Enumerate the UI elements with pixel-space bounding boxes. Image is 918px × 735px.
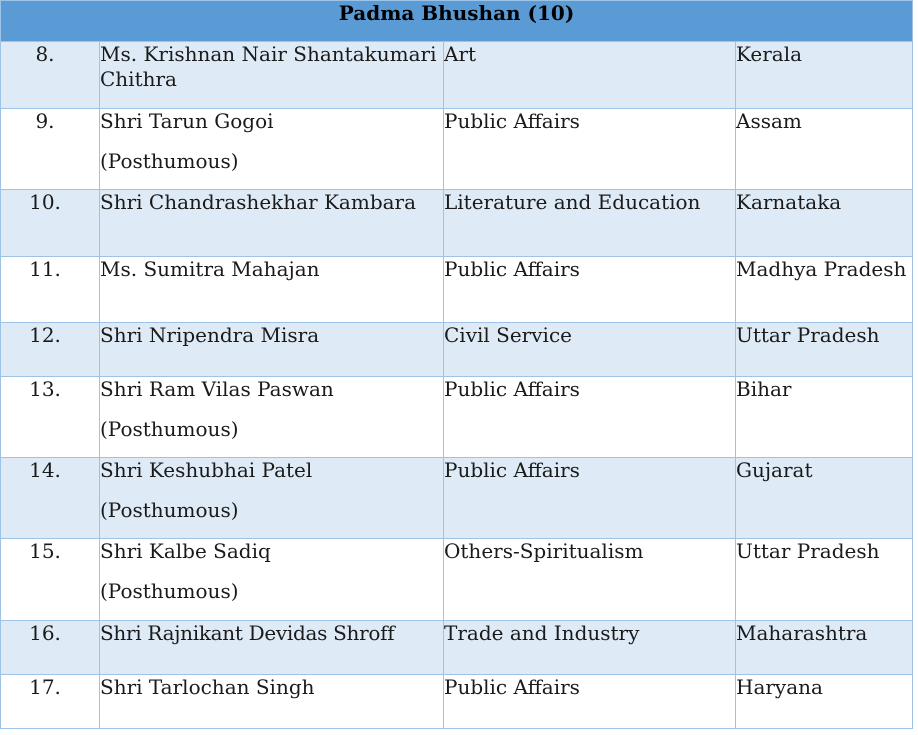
serial-number-cell: 15.: [1, 539, 100, 621]
table-title: Padma Bhushan (10): [1, 1, 913, 42]
name-cell: Ms. Krishnan Nair Shantakumari Chithra: [100, 42, 444, 109]
state-cell: Kerala: [736, 42, 913, 109]
table-row: [1, 109, 913, 190]
serial-number-cell: 14.: [1, 458, 100, 539]
name-cell: Ms. Sumitra Mahajan: [100, 257, 444, 323]
table-row: [1, 257, 913, 323]
serial-number-cell: 16.: [1, 621, 100, 675]
table-row: [1, 190, 913, 257]
name-cell: Shri Tarun Gogoi (Posthumous): [100, 109, 444, 190]
field-cell: Public Affairs: [444, 675, 736, 729]
table-header-row: [1, 1, 913, 42]
serial-number-cell: 10.: [1, 190, 100, 257]
table-row: [1, 621, 913, 675]
field-cell: Literature and Education: [444, 190, 736, 257]
field-cell: Trade and Industry: [444, 621, 736, 675]
name-cell: Shri Keshubhai Patel (Posthumous): [100, 458, 444, 539]
state-cell: Assam: [736, 109, 913, 190]
posthumous-note: (Posthumous): [100, 579, 239, 603]
state-cell: Gujarat: [736, 458, 913, 539]
name-cell: Shri Ram Vilas Paswan (Posthumous): [100, 377, 444, 458]
field-cell: Others-Spiritualism: [444, 539, 736, 621]
serial-number-cell: 11.: [1, 257, 100, 323]
name-cell: Shri Rajnikant Devidas Shroff: [100, 621, 444, 675]
state-cell: Uttar Pradesh: [736, 539, 913, 621]
serial-number-cell: 17.: [1, 675, 100, 729]
table-row: [1, 539, 913, 621]
state-cell: Maharashtra: [736, 621, 913, 675]
name-cell: Shri Nripendra Misra: [100, 323, 444, 377]
table-row: [1, 377, 913, 458]
table-row: [1, 323, 913, 377]
table-row: [1, 675, 913, 729]
field-cell: Public Affairs: [444, 458, 736, 539]
state-cell: Uttar Pradesh: [736, 323, 913, 377]
serial-number-cell: 13.: [1, 377, 100, 458]
field-cell: Art: [444, 42, 736, 109]
field-cell: Civil Service: [444, 323, 736, 377]
field-cell: Public Affairs: [444, 109, 736, 190]
name-cell: Shri Tarlochan Singh: [100, 675, 444, 729]
field-cell: Public Affairs: [444, 257, 736, 323]
name-cell: Shri Chandrashekhar Kambara: [100, 190, 444, 257]
table-row: [1, 458, 913, 539]
serial-number-cell: 12.: [1, 323, 100, 377]
serial-number-cell: 9.: [1, 109, 100, 190]
posthumous-note: (Posthumous): [100, 498, 239, 522]
field-cell: Public Affairs: [444, 377, 736, 458]
state-cell: Karnataka: [736, 190, 913, 257]
table-row: [1, 42, 913, 109]
posthumous-note: (Posthumous): [100, 149, 239, 173]
state-cell: Haryana: [736, 675, 913, 729]
serial-number-cell: 8.: [1, 42, 100, 109]
state-cell: Madhya Pradesh: [736, 257, 913, 323]
posthumous-note: (Posthumous): [100, 417, 239, 441]
name-cell: Shri Kalbe Sadiq (Posthumous): [100, 539, 444, 621]
state-cell: Bihar: [736, 377, 913, 458]
